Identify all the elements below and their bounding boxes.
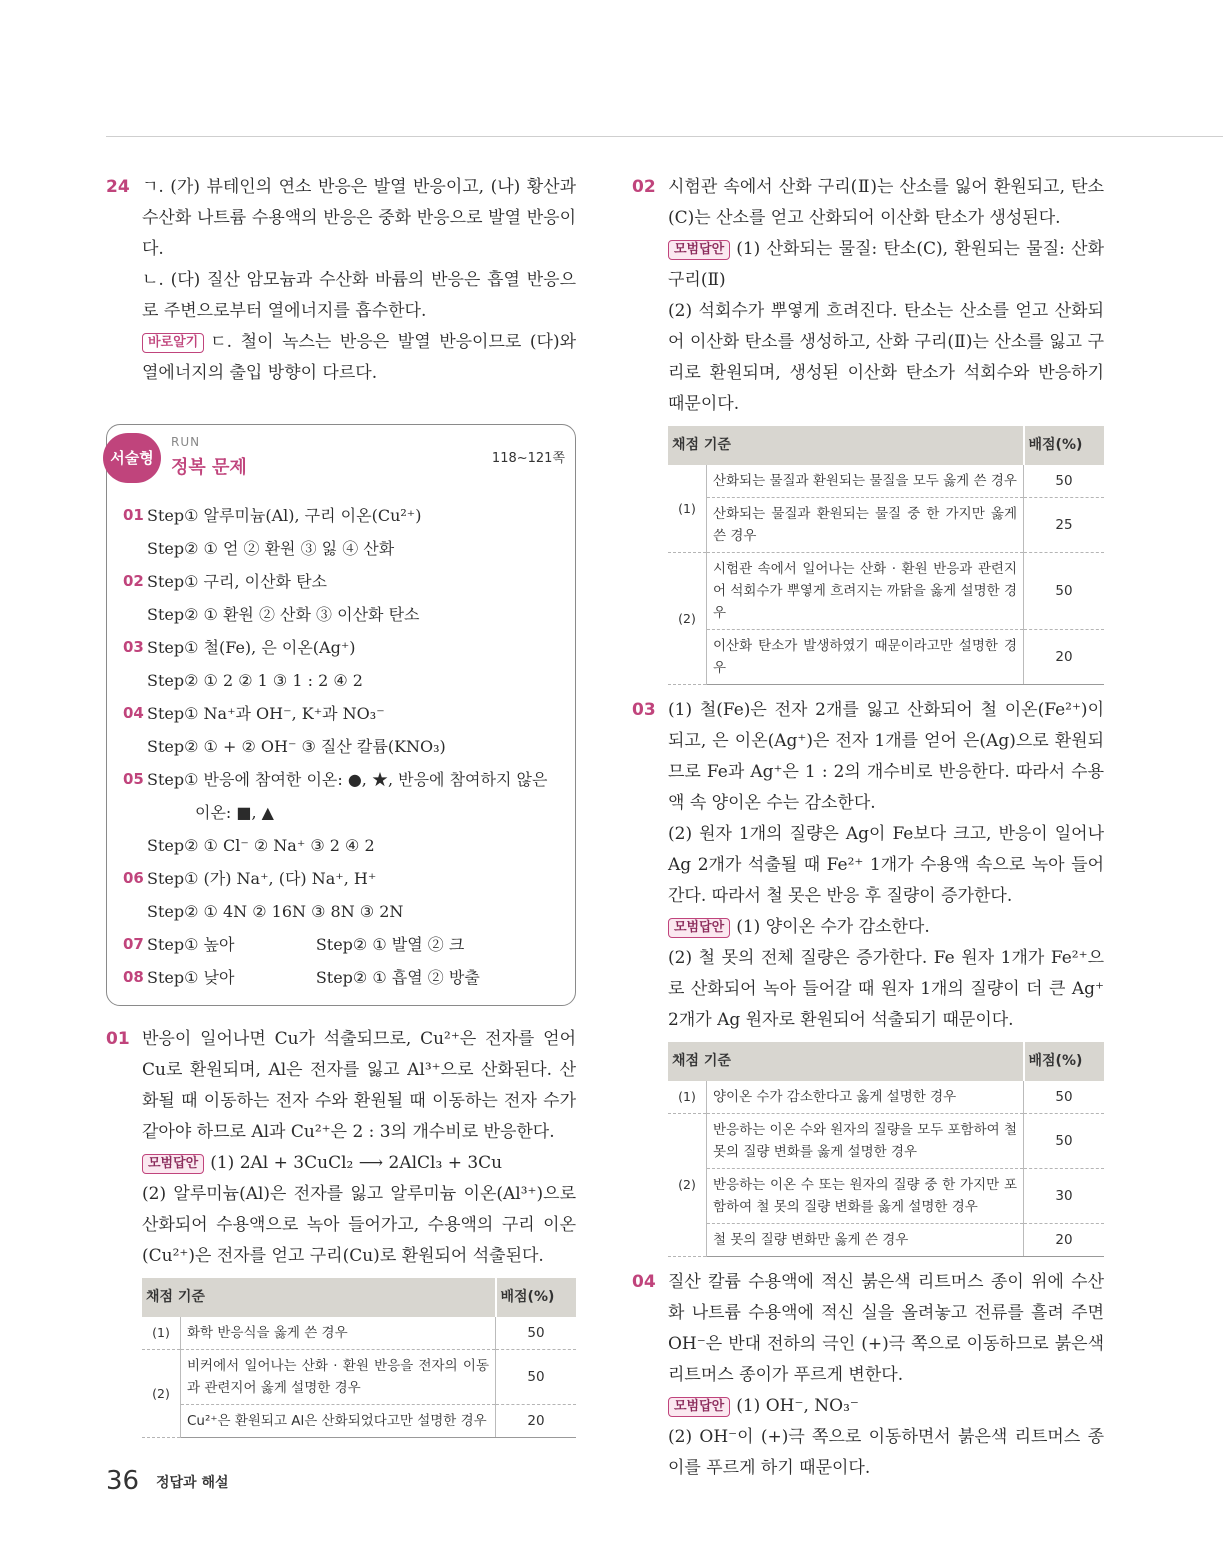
paragraph: (1) 철(Fe)은 전자 2개를 잃고 산화되어 철 이온(Fe²⁺)이 되고, 은 이온(Ag⁺)은 전자 1개를 얻어 은(Ag)으로 환원되므로 Fe과 Ag⁺은 1 : 2의 개수비로 반응한다. 따라서 수용액 속 양이온 수는 감소한다. [668,700,1104,813]
paragraph: 반응이 일어나면 Cu가 석출되므로, Cu²⁺은 전자를 얻어 Cu로 환원되며, Al은 전자를 잃고 Al³⁺으로 산화된다. 산화될 때 이동하는 전자 수와 환원될 때 이동하는 전자 수가 같아야 하므로 Al과 Cu²⁺은 2 : 3의 개수비로 반응한다. [142,1029,576,1142]
model-answer-tag: 모범답안 [668,240,730,260]
table-header: 채점 기준 [142,1278,496,1317]
table-row [668,630,1104,685]
run-label: RUN [171,435,201,449]
row-label: (1) [142,1317,181,1350]
table-row [668,553,1104,630]
paragraph: ㄱ. (가) 뷰테인의 연소 반응은 발열 반응이고, (나) 황산과 수산화 나트륨 수용액의 반응은 중화 반응으로 발열 반응이다. [142,177,576,259]
run-row [123,565,563,598]
run-title: 정복 문제 [171,457,247,478]
score: 50 [1024,1081,1105,1114]
table-header: 채점 기준 [668,426,1024,465]
table-header: 배점(%) [496,1278,577,1317]
table-row [668,465,1104,498]
model-answer-tag: 모범답안 [668,1397,730,1417]
run-row [123,829,563,862]
criterion: 반응하는 이온 수 또는 원자의 질량 중 한 가지만 포함하여 철 못의 질량 변화를 옳게 설명한 경우 [707,1169,1024,1224]
paragraph: (2) 석회수가 뿌옇게 흐려진다. 탄소는 산소를 얻고 산화되어 이산화 탄소를 생성하고, 산화 구리(Ⅱ)는 산소를 잃고 구리로 환원되며, 생성된 이산화 탄소가 석회수와 반응하기 때문이다. [668,301,1104,414]
paragraph: 시험관 속에서 산화 구리(Ⅱ)는 산소를 잃어 환원되고, 탄소(C)는 산소를 얻고 산화되어 이산화 탄소가 생성된다. [668,177,1104,228]
criterion: 시험관 속에서 일어나는 산화 · 환원 반응과 관련지어 석회수가 뿌옇게 흐려지는 까닭을 옳게 설명한 경우 [707,553,1024,630]
table-row [668,498,1104,553]
paragraph [668,234,1104,296]
score: 25 [1024,498,1105,553]
row-number: 03 [123,638,144,656]
paragraph-text: (1) 산화되는 물질: 탄소(C), 환원되는 물질: 산화 구리(Ⅱ) [668,239,1104,290]
paragraph-text: (1) OH⁻, NO₃⁻ [736,1396,859,1416]
score: 50 [496,1317,577,1350]
correction-tag: 바로알기 [142,333,204,353]
row-text: Step① Na⁺과 OH⁻, K⁺과 NO₃⁻ [147,704,385,723]
row-label: (2) [668,553,707,685]
criterion: 비커에서 일어나는 산화 · 환원 반응을 전자의 이동과 관련지어 옳게 설명한 경우 [181,1350,496,1405]
grading-table [668,426,1104,685]
paragraph-text: (1) 양이온 수가 감소한다. [736,917,930,937]
paragraph [142,327,576,389]
table-header: 배점(%) [1024,426,1105,465]
paragraph-text: ㄷ. 철이 녹스는 반응은 발열 반응이므로 (다)와 열에너지의 출입 방향이 다르다. [142,332,576,383]
row-text: Step① 알루미늄(Al), 구리 이온(Cu²⁺) [147,506,422,525]
paragraph [668,1391,1104,1422]
answer-04 [632,1267,1104,1484]
score: 20 [1024,630,1105,685]
table-header: 배점(%) [1024,1042,1105,1081]
paragraph: (2) 알루미늄(Al)은 전자를 잃고 알루미늄 이온(Al³⁺)으로 산화되어 수용액으로 녹아 들어가고, 수용액의 구리 이온(Cu²⁺)은 전자를 얻고 구리(Cu)로 환원되어 석출된다. [142,1184,576,1266]
run-row [123,928,563,961]
row-number: 01 [123,506,144,524]
page-number: 36 [106,1466,140,1496]
row-number: 06 [123,869,144,887]
row-text: Step① 구리, 이산화 탄소 [147,572,327,591]
paragraph: 질산 칼륨 수용액에 적신 붉은색 리트머스 종이 위에 수산화 나트륨 수용액에 적신 실을 올려놓고 전류를 흘려 주면 OH⁻은 반대 전하의 극인 (+)극 쪽으로 이동하므로 붉은색 리트머스 종이가 푸르게 변한다. [668,1272,1104,1385]
footer-label: 정답과 해설 [156,1475,229,1491]
run-badge: 서술형 [103,433,161,483]
row-text: 이온: ■, ▲ [195,803,274,822]
row-number: 05 [123,770,144,788]
right-column [632,172,1104,1484]
table-row [668,1081,1104,1114]
table-header: 채점 기준 [668,1042,1024,1081]
paragraph: (2) OH⁻이 (+)극 쪽으로 이동하면서 붉은색 리트머스 종이를 푸르게 하기 때문이다. [668,1427,1104,1478]
paragraph: (2) 철 못의 전체 질량은 증가한다. Fe 원자 1개가 Fe²⁺으로 산화되어 녹아 들어갈 때 원자 1개의 질량이 더 큰 Ag⁺ 2개가 Ag 원자로 환원되어 석출되기 때문이다. [668,948,1104,1030]
row-text: Step① 반응에 참여한 이온: ●, ★, 반응에 참여하지 않은 [147,770,548,789]
paragraph-text: (1) 2Al + 3CuCl₂ ⟶ 2AlCl₃ + 3Cu [210,1153,503,1173]
paragraph [142,1148,576,1179]
row-label: (1) [668,1081,707,1114]
answer-03 [632,695,1104,1257]
row-text: Step② ① + ② OH⁻ ③ 질산 칼륨(KNO₃) [147,737,446,756]
score: 50 [1024,465,1105,498]
paragraph [668,912,1104,943]
model-answer-tag: 모범답안 [142,1154,204,1174]
score: 30 [1024,1169,1105,1224]
answer-24 [106,172,576,389]
table-row [142,1405,576,1438]
row-text: Step② ① 4N ② 16N ③ 8N ③ 2N [147,902,404,921]
row-label: (2) [142,1350,181,1438]
table-row [142,1317,576,1350]
score: 20 [496,1405,577,1438]
question-number: 03 [632,700,656,720]
row-text: Step① (가) Na⁺, (다) Na⁺, H⁺ [147,869,377,888]
question-number: 02 [632,177,656,197]
run-row [123,697,563,730]
row-text: Step② ① 환원 ② 산화 ③ 이산화 탄소 [147,605,420,624]
run-row [123,796,563,829]
run-row [123,598,563,631]
row-text: Step① 높아 Step② ① 발열 ② 크 [147,935,465,954]
row-label: (1) [668,465,707,553]
question-number: 24 [106,177,130,197]
model-answer-tag: 모범답안 [668,918,730,938]
row-text: Step② ① 얻 ② 환원 ③ 잃 ④ 산화 [147,539,395,558]
question-number: 01 [106,1029,130,1049]
row-label: (2) [668,1114,707,1257]
run-pages: 118~121쪽 [491,451,565,466]
header-divider [106,136,1223,137]
grading-table [142,1278,576,1438]
run-row [123,895,563,928]
run-row [123,664,563,697]
table-row [668,1169,1104,1224]
score: 50 [1024,1114,1105,1169]
run-row [123,499,563,532]
run-row [123,631,563,664]
row-number: 02 [123,572,144,590]
run-row [123,763,563,796]
criterion: 철 못의 질량 변화만 옳게 쓴 경우 [707,1224,1024,1257]
run-row [123,862,563,895]
paragraph: (2) 원자 1개의 질량은 Ag이 Fe보다 크고, 반응이 일어나 Ag 2개가 석출될 때 Fe²⁺ 1개가 수용액 속으로 녹아 들어간다. 따라서 철 못은 반응 후 질량이 증가한다. [668,824,1104,906]
row-number: 07 [123,935,144,953]
criterion: 산화되는 물질과 환원되는 물질을 모두 옳게 쓴 경우 [707,465,1024,498]
grading-table [668,1042,1104,1257]
criterion: 이산화 탄소가 발생하였기 때문이라고만 설명한 경우 [707,630,1024,685]
run-list [123,499,563,994]
run-row [123,730,563,763]
run-row [123,532,563,565]
score: 50 [1024,553,1105,630]
criterion: 반응하는 이온 수와 원자의 질량을 모두 포함하여 철 못의 질량 변화를 옳게 설명한 경우 [707,1114,1024,1169]
table-row [668,1224,1104,1257]
row-number: 08 [123,968,144,986]
table-row [668,1114,1104,1169]
paragraph: ㄴ. (다) 질산 암모늄과 수산화 바륨의 반응은 흡열 반응으로 주변으로부터 열에너지를 흡수한다. [142,270,576,321]
left-column-lower [106,1024,576,1448]
row-text: Step① 낮아 Step② ① 흡열 ② 방출 [147,968,480,987]
criterion: 양이온 수가 감소한다고 옳게 설명한 경우 [707,1081,1024,1114]
left-column [106,172,576,389]
run-row [123,961,563,994]
row-number: 04 [123,704,144,722]
table-row [142,1350,576,1405]
row-text: Step② ① 2 ② 1 ③ 1 : 2 ④ 2 [147,671,363,690]
score: 20 [1024,1224,1105,1257]
criterion: 산화되는 물질과 환원되는 물질 중 한 가지만 옳게 쓴 경우 [707,498,1024,553]
answer-01 [106,1024,576,1438]
run-box [106,424,576,1006]
criterion: 화학 반응식을 옳게 쓴 경우 [181,1317,496,1350]
question-number: 04 [632,1272,656,1292]
row-text: Step② ① Cl⁻ ② Na⁺ ③ 2 ④ 2 [147,836,375,855]
row-text: Step① 철(Fe), 은 이온(Ag⁺) [147,638,356,657]
answer-02 [632,172,1104,685]
score: 50 [496,1350,577,1405]
criterion: Cu²⁺은 환원되고 Al은 산화되었다고만 설명한 경우 [181,1405,496,1438]
